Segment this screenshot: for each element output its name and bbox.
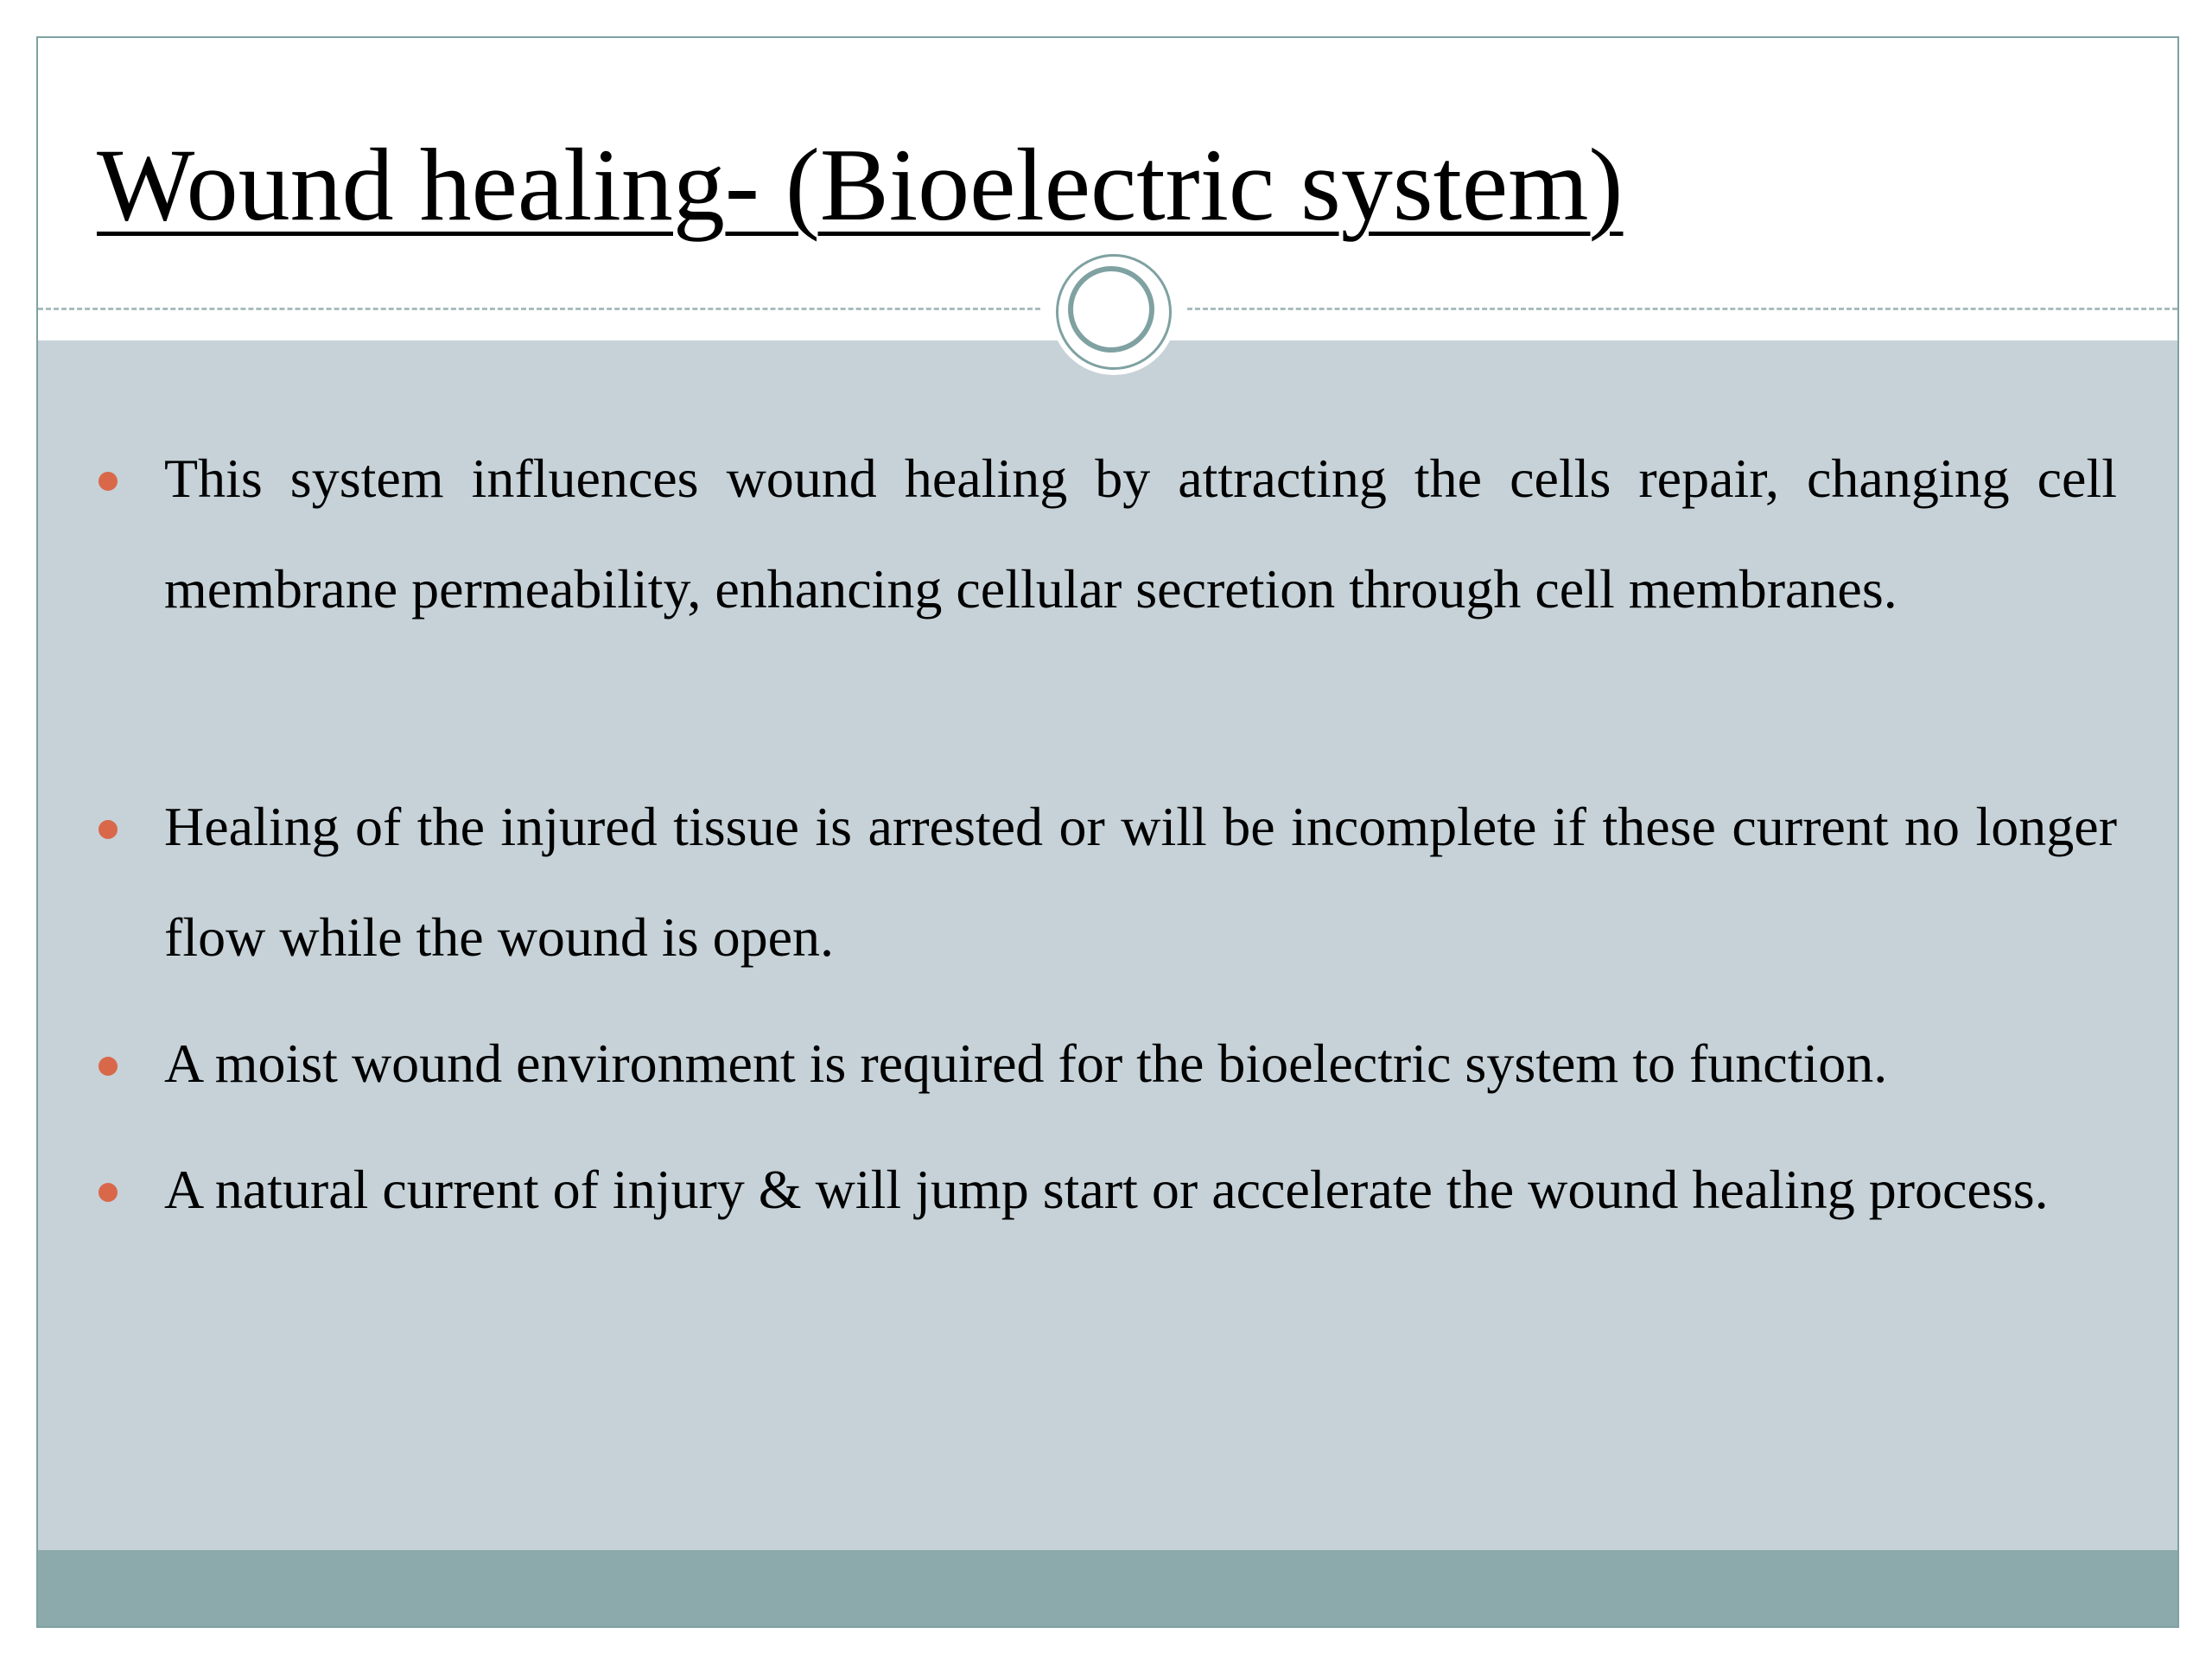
slide <box>36 36 2179 1628</box>
bullet-dot-icon <box>99 1183 118 1202</box>
bullet-item <box>164 772 2117 993</box>
footer-band <box>38 1550 2177 1626</box>
bullet-dot-icon <box>99 1057 118 1076</box>
bullet-text: Healing of the injured tissue is arrested or will be incomplete if these current no longer flow while the wound is open. <box>164 796 2117 968</box>
bullet-dot-icon <box>99 820 118 839</box>
bullet-dot-icon <box>99 472 118 491</box>
bullet-list <box>38 38 2177 1550</box>
slide-title: Wound healing- (Bioelectric system) <box>97 127 1624 242</box>
bullet-item <box>164 1008 2117 1119</box>
bullet-item <box>164 1135 2117 1245</box>
bullet-text: This system influences wound healing by attracting the cells repair, changing cell membrane permeability, enhancing cellular secretion through cell membranes. <box>164 448 2117 620</box>
bullet-item <box>164 423 2117 645</box>
bullet-text: A moist wound environment is required for the bioelectric system to function. <box>164 1033 1888 1094</box>
bullet-text: A natural current of injury & will jump start or accelerate the wound healing process. <box>164 1159 2049 1220</box>
